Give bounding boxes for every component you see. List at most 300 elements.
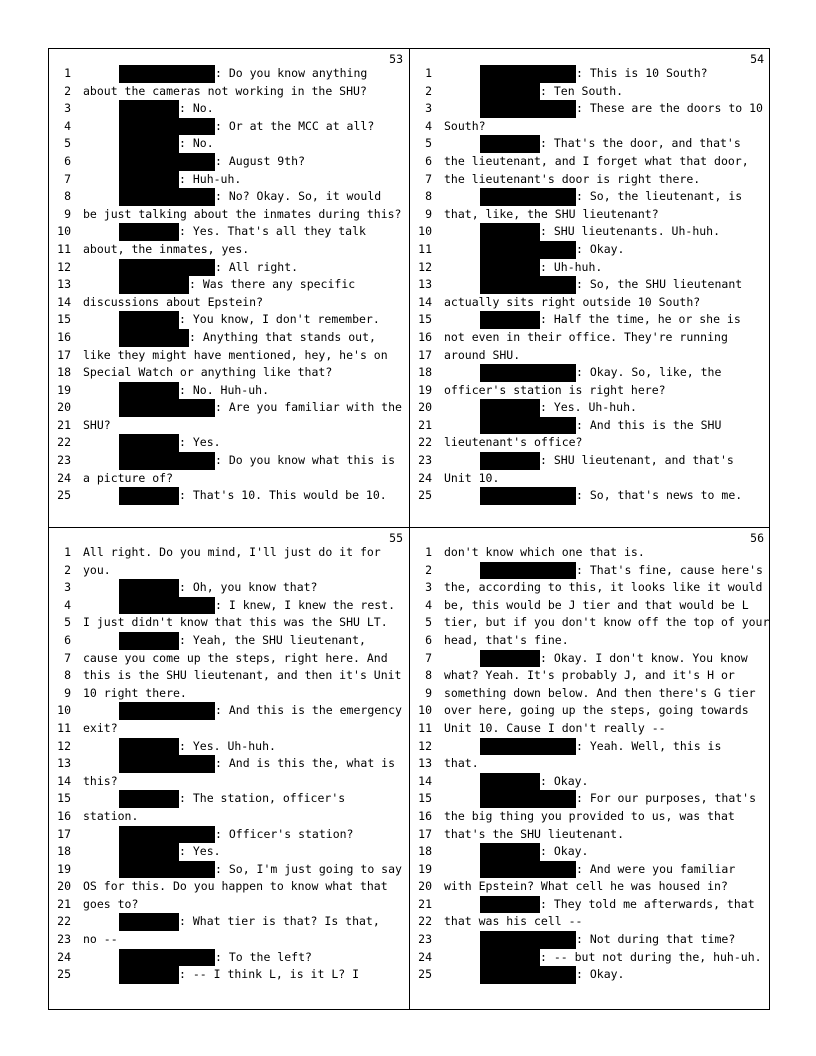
- line-number: 15: [57, 791, 71, 806]
- line-number: 12: [418, 259, 432, 274]
- line-text: : Yes.: [179, 435, 221, 450]
- line-text: : No.: [179, 136, 214, 151]
- line-number: 17: [57, 826, 71, 841]
- line-number: 3: [425, 101, 432, 116]
- line-number: 9: [425, 206, 432, 221]
- transcript-line: [49, 808, 409, 826]
- line-number: 20: [57, 879, 71, 894]
- speaker-redaction: [480, 276, 576, 294]
- line-number: 1: [64, 545, 71, 559]
- line-text: OS for this. Do you happen to know what that: [83, 879, 388, 894]
- line-number: 5: [64, 615, 71, 630]
- line-text: : Are you familiar with the: [215, 400, 402, 415]
- speaker-redaction: [119, 913, 179, 931]
- line-text: around SHU.: [444, 347, 521, 362]
- speaker-redaction: [480, 417, 576, 435]
- transcript-line: [410, 259, 770, 277]
- transcript-line: [410, 276, 770, 294]
- line-number: 9: [64, 206, 71, 221]
- transcript-line: [49, 949, 409, 967]
- transcript-line: [49, 347, 409, 365]
- speaker-redaction: [119, 434, 179, 452]
- line-number: 24: [418, 470, 432, 485]
- speaker-redaction: [119, 100, 179, 118]
- transcript-line: [49, 487, 409, 505]
- transcript-line: [49, 434, 409, 452]
- page-number: 54: [750, 52, 764, 66]
- line-text: : Not during that time?: [576, 932, 736, 947]
- line-number: 13: [418, 277, 432, 292]
- transcript-line: [410, 311, 770, 329]
- speaker-redaction: [119, 949, 215, 967]
- line-number: 14: [57, 773, 71, 788]
- line-text: Special Watch or anything like that?: [83, 365, 333, 380]
- line-text: : These are the doors to 10: [576, 101, 763, 116]
- line-number: 10: [418, 703, 432, 718]
- transcript-line: [49, 790, 409, 808]
- speaker-redaction: [119, 702, 215, 720]
- speaker-redaction: [119, 171, 179, 189]
- transcript-line: [49, 773, 409, 791]
- line-number: 7: [425, 171, 432, 186]
- line-number: 22: [57, 435, 71, 450]
- line-text: : And is this the, what is: [215, 756, 396, 771]
- line-number: 16: [57, 808, 71, 823]
- transcript-line: [410, 738, 770, 756]
- transcript-line: [49, 65, 409, 83]
- line-number: 13: [57, 756, 71, 771]
- transcript-line: [49, 667, 409, 685]
- line-text: this?: [83, 773, 118, 788]
- line-number: 4: [425, 597, 432, 612]
- transcript-line: [410, 913, 770, 931]
- transcript-page-55: [49, 528, 409, 1007]
- line-text: : Huh-uh.: [179, 171, 242, 186]
- line-number: 4: [64, 597, 71, 612]
- line-text: officer's station is right here?: [444, 382, 666, 397]
- transcript-line: [49, 206, 409, 224]
- line-number: 22: [418, 435, 432, 450]
- line-text: : Yes. Uh-huh.: [179, 738, 276, 753]
- line-text: : -- but not during the, huh-uh.: [540, 949, 762, 964]
- page-number: 56: [750, 531, 764, 545]
- line-text: head, that's fine.: [444, 632, 569, 647]
- speaker-redaction: [119, 276, 189, 294]
- line-number: 8: [64, 668, 71, 683]
- line-text: : All right.: [215, 259, 299, 274]
- speaker-redaction: [480, 259, 540, 277]
- line-text: : August 9th?: [215, 153, 306, 168]
- line-text: : So, I'm just going to say: [215, 861, 402, 876]
- line-number: 22: [57, 914, 71, 929]
- transcript-line: [410, 544, 770, 562]
- line-text: : Uh-huh.: [540, 259, 603, 274]
- line-number: 7: [64, 171, 71, 186]
- line-text: : Yeah, the SHU lieutenant,: [179, 632, 366, 647]
- transcript-page-56: [410, 528, 770, 1007]
- line-text: : This is 10 South?: [576, 66, 708, 80]
- speaker-redaction: [119, 382, 179, 400]
- transcript-line: [410, 417, 770, 435]
- line-text: : So, the lieutenant, is: [576, 189, 743, 204]
- transcript-line: [410, 632, 770, 650]
- line-text: : Half the time, he or she is: [540, 312, 741, 327]
- line-text: not even in their office. They're running: [444, 329, 728, 344]
- line-text: : Okay. I don't know. You know: [540, 650, 748, 665]
- speaker-redaction: [480, 949, 540, 967]
- line-text: : -- I think L, is it L? I: [179, 967, 360, 982]
- line-number: 19: [57, 861, 71, 876]
- transcript-line: [410, 65, 770, 83]
- transcript-line: [410, 843, 770, 861]
- line-number: 23: [418, 453, 432, 468]
- line-number: 19: [418, 861, 432, 876]
- speaker-redaction: [119, 632, 179, 650]
- line-text: Unit 10.: [444, 470, 500, 485]
- speaker-redaction: [480, 562, 576, 580]
- transcript-line: [49, 913, 409, 931]
- transcript-line: [410, 702, 770, 720]
- transcript-line: [410, 223, 770, 241]
- line-number: 9: [425, 685, 432, 700]
- transcript-line: [410, 347, 770, 365]
- line-number: 15: [57, 312, 71, 327]
- line-number: 2: [64, 83, 71, 98]
- line-text: exit?: [83, 720, 118, 735]
- line-text: South?: [444, 118, 486, 133]
- transcript-line: [49, 83, 409, 101]
- speaker-redaction: [119, 861, 215, 879]
- line-number: 18: [418, 365, 432, 380]
- transcript-line: [410, 861, 770, 879]
- transcript-lines: [410, 65, 770, 505]
- transcript-line: [410, 966, 770, 984]
- line-number: 6: [64, 632, 71, 647]
- line-number: 4: [64, 118, 71, 133]
- line-number: 7: [425, 650, 432, 665]
- line-text: : What tier is that? Is that,: [179, 914, 380, 929]
- line-number: 5: [425, 615, 432, 630]
- line-text: about, the inmates, yes.: [83, 241, 250, 256]
- transcript-line: [410, 171, 770, 189]
- speaker-redaction: [480, 100, 576, 118]
- speaker-redaction: [480, 135, 540, 153]
- transcript-line: [49, 843, 409, 861]
- line-text: goes to?: [83, 896, 139, 911]
- line-number: 8: [64, 189, 71, 204]
- line-number: 11: [57, 720, 71, 735]
- transcript-line: [410, 896, 770, 914]
- speaker-redaction: [119, 452, 215, 470]
- transcript-line: [410, 364, 770, 382]
- transcript-line: [410, 434, 770, 452]
- line-text: I just didn't know that this was the SHU LT.: [83, 615, 388, 630]
- speaker-redaction: [480, 399, 540, 417]
- speaker-redaction: [480, 188, 576, 206]
- line-number: 9: [64, 685, 71, 700]
- transcript-line: [49, 259, 409, 277]
- speaker-redaction: [480, 223, 540, 241]
- transcript-line: [49, 329, 409, 347]
- line-number: 17: [57, 347, 71, 362]
- speaker-redaction: [480, 896, 540, 914]
- speaker-redaction: [119, 597, 215, 615]
- speaker-redaction: [480, 364, 576, 382]
- transcript-line: [410, 153, 770, 171]
- line-number: 16: [57, 329, 71, 344]
- speaker-redaction: [480, 738, 576, 756]
- line-text: 10 right there.: [83, 685, 187, 700]
- line-text: cause you come up the steps, right here. And: [83, 650, 388, 665]
- transcript-page-53: [49, 49, 409, 528]
- page-number: 53: [389, 52, 403, 66]
- transcript-line: [410, 135, 770, 153]
- line-number: 13: [57, 277, 71, 292]
- line-text: this is the SHU lieutenant, and then it's Unit: [83, 668, 402, 683]
- speaker-redaction: [119, 755, 215, 773]
- line-number: 1: [425, 545, 432, 559]
- line-number: 24: [418, 949, 432, 964]
- line-number: 23: [418, 932, 432, 947]
- line-text: : Yes. Uh-huh.: [540, 400, 637, 415]
- transcript-line: [410, 931, 770, 949]
- line-number: 15: [418, 312, 432, 327]
- transcript-line: [49, 294, 409, 312]
- speaker-redaction: [480, 773, 540, 791]
- line-text: what? Yeah. It's probably J, and it's H or: [444, 668, 735, 683]
- line-text: : They told me afterwards, that: [540, 896, 755, 911]
- transcript-line: [49, 632, 409, 650]
- transcript-line: [410, 487, 770, 505]
- line-text: : Okay.: [540, 773, 589, 788]
- speaker-redaction: [119, 738, 179, 756]
- line-text: you.: [83, 562, 111, 577]
- line-number: 25: [418, 967, 432, 982]
- line-number: 25: [418, 488, 432, 503]
- line-number: 16: [418, 808, 432, 823]
- transcript-line: [49, 878, 409, 896]
- transcript-line: [410, 597, 770, 615]
- speaker-redaction: [119, 843, 179, 861]
- transcript-line: [49, 171, 409, 189]
- line-text: : Okay. So, like, the: [576, 365, 722, 380]
- transcript-line: [410, 452, 770, 470]
- line-text: the lieutenant's door is right there.: [444, 171, 701, 186]
- line-number: 20: [418, 879, 432, 894]
- speaker-redaction: [480, 487, 576, 505]
- transcript-line: [49, 364, 409, 382]
- transcript-line: [49, 755, 409, 773]
- line-number: 14: [418, 294, 432, 309]
- line-text: : That's 10. This would be 10.: [179, 488, 387, 503]
- line-text: discussions about Epstein?: [83, 294, 264, 309]
- transcript-page-54: [410, 49, 770, 528]
- speaker-redaction: [119, 259, 215, 277]
- speaker-redaction: [119, 118, 215, 136]
- line-text: : So, that's news to me.: [576, 488, 743, 503]
- line-text: : Do you know anything: [215, 66, 368, 80]
- transcript-line: [49, 544, 409, 562]
- line-text: : Oh, you know that?: [179, 580, 318, 595]
- transcript-line: [410, 650, 770, 668]
- line-text: station.: [83, 808, 139, 823]
- speaker-redaction: [480, 861, 576, 879]
- transcript-line: [410, 773, 770, 791]
- line-text: : Ten South.: [540, 83, 624, 98]
- transcript-line: [49, 685, 409, 703]
- line-text: be just talking about the inmates during this?: [83, 206, 402, 221]
- speaker-redaction: [119, 135, 179, 153]
- line-text: : And this is the SHU: [576, 417, 722, 432]
- line-number: 11: [418, 720, 432, 735]
- line-text: that, like, the SHU lieutenant?: [444, 206, 659, 221]
- transcript-line: [410, 949, 770, 967]
- line-number: 8: [425, 668, 432, 683]
- speaker-redaction: [480, 311, 540, 329]
- line-text: : The station, officer's: [179, 791, 346, 806]
- speaker-redaction: [119, 579, 179, 597]
- line-text: the big thing you provided to us, was that: [444, 808, 735, 823]
- speaker-redaction: [480, 83, 540, 101]
- line-number: 4: [425, 118, 432, 133]
- line-text: Unit 10. Cause I don't really --: [444, 720, 666, 735]
- line-text: no --: [83, 932, 118, 947]
- speaker-redaction: [119, 188, 215, 206]
- transcript-line: [49, 452, 409, 470]
- transcript-line: [49, 931, 409, 949]
- speaker-redaction: [480, 931, 576, 949]
- speaker-redaction: [119, 399, 215, 417]
- transcript-line: [410, 667, 770, 685]
- line-number: 6: [64, 153, 71, 168]
- line-number: 17: [418, 347, 432, 362]
- line-number: 24: [57, 949, 71, 964]
- line-number: 19: [418, 382, 432, 397]
- line-text: : Officer's station?: [215, 826, 354, 841]
- transcript-line: [410, 614, 770, 632]
- line-number: 3: [64, 101, 71, 116]
- transcript-line: [410, 399, 770, 417]
- transcript-line: [49, 100, 409, 118]
- line-text: don't know which one that is.: [444, 545, 645, 559]
- line-text: a picture of?: [83, 470, 174, 485]
- speaker-redaction: [119, 65, 215, 83]
- transcript-line: [49, 579, 409, 597]
- line-number: 18: [418, 844, 432, 859]
- speaker-redaction: [480, 966, 576, 984]
- line-number: 25: [57, 967, 71, 982]
- line-text: : That's fine, cause here's: [576, 562, 763, 577]
- transcript-line: [49, 188, 409, 206]
- line-number: 20: [57, 400, 71, 415]
- page-number: 55: [389, 531, 403, 545]
- transcript-line: [410, 685, 770, 703]
- transcript-line: [410, 382, 770, 400]
- line-number: 21: [418, 417, 432, 432]
- line-number: 23: [57, 932, 71, 947]
- transcript-lines: [49, 544, 409, 984]
- transcript-line: [49, 153, 409, 171]
- line-text: : So, the SHU lieutenant: [576, 277, 743, 292]
- line-number: 16: [418, 329, 432, 344]
- transcript-line: [410, 562, 770, 580]
- transcript-line: [49, 896, 409, 914]
- speaker-redaction: [480, 650, 540, 668]
- transcript-line: [49, 702, 409, 720]
- line-number: 2: [64, 562, 71, 577]
- line-text: : Okay.: [540, 844, 589, 859]
- line-text: : Yeah. Well, this is: [576, 738, 722, 753]
- line-text: : SHU lieutenant, and that's: [540, 453, 734, 468]
- line-text: : For our purposes, that's: [576, 791, 757, 806]
- speaker-redaction: [119, 487, 179, 505]
- line-number: 2: [425, 83, 432, 98]
- transcript-line: [410, 329, 770, 347]
- line-number: 18: [57, 844, 71, 859]
- line-number: 14: [57, 294, 71, 309]
- transcript-line: [410, 188, 770, 206]
- line-text: that's the SHU lieutenant.: [444, 826, 625, 841]
- transcript-line: [49, 614, 409, 632]
- transcript-line: [410, 241, 770, 259]
- line-text: : Do you know what this is: [215, 453, 396, 468]
- line-text: : And this is the emergency: [215, 703, 402, 718]
- transcript-line: [49, 826, 409, 844]
- line-number: 1: [64, 66, 71, 80]
- transcript-line: [49, 399, 409, 417]
- line-text: the, according to this, it looks like it would: [444, 580, 763, 595]
- speaker-redaction: [119, 223, 179, 241]
- line-text: All right. Do you mind, I'll just do it for: [83, 545, 381, 559]
- line-text: : SHU lieutenants. Uh-huh.: [540, 224, 721, 239]
- line-number: 13: [418, 756, 432, 771]
- line-number: 20: [418, 400, 432, 415]
- line-text: : And were you familiar: [576, 861, 736, 876]
- speaker-redaction: [480, 843, 540, 861]
- transcript-line: [49, 650, 409, 668]
- transcript-line: [49, 470, 409, 488]
- line-text: : That's the door, and that's: [540, 136, 741, 151]
- line-text: that.: [444, 756, 479, 771]
- line-text: something down below. And then there's G tier: [444, 685, 756, 700]
- line-text: : No? Okay. So, it would: [215, 189, 382, 204]
- transcript-line: [410, 206, 770, 224]
- line-text: SHU?: [83, 417, 111, 432]
- line-text: tier, but if you don't know off the top of your: [444, 615, 770, 630]
- line-text: with Epstein? What cell he was housed in?: [444, 879, 728, 894]
- line-number: 12: [57, 738, 71, 753]
- line-number: 5: [64, 136, 71, 151]
- line-text: about the cameras not working in the SHU?: [83, 83, 367, 98]
- line-number: 6: [425, 632, 432, 647]
- line-text: : Yes. That's all they talk: [179, 224, 366, 239]
- transcript-line: [410, 755, 770, 773]
- line-number: 18: [57, 365, 71, 380]
- speaker-redaction: [480, 452, 540, 470]
- line-number: 11: [418, 241, 432, 256]
- transcript-line: [49, 276, 409, 294]
- transcript-line: [410, 720, 770, 738]
- transcript-line: [410, 100, 770, 118]
- line-number: 10: [418, 224, 432, 239]
- transcript-line: [49, 597, 409, 615]
- speaker-redaction: [119, 329, 189, 347]
- transcript-line: [49, 861, 409, 879]
- line-number: 12: [418, 738, 432, 753]
- line-number: 3: [425, 580, 432, 595]
- transcript-lines: [410, 544, 770, 984]
- transcript-line: [49, 562, 409, 580]
